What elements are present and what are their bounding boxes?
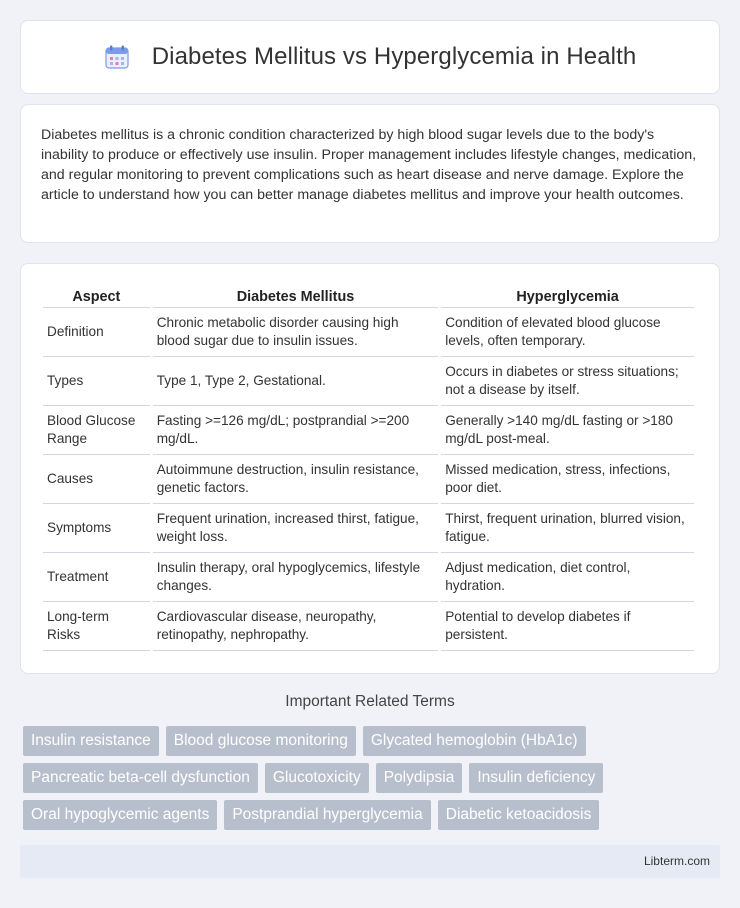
header-card — [20, 20, 720, 94]
calendar-icon — [104, 44, 130, 70]
row-diabetes-value: Frequent urination, increased thirst, fatigue, weight loss. — [153, 504, 439, 553]
row-hyperglycemia-value: Thirst, frequent urination, blurred vision, fatigue. — [441, 504, 694, 553]
related-term-tag[interactable]: Polydipsia — [376, 763, 463, 793]
header-diabetes-mellitus: Diabetes Mellitus — [153, 282, 439, 308]
footer-brand-link[interactable]: Libterm.com — [643, 854, 710, 868]
comparison-table — [40, 282, 697, 651]
table-row — [43, 455, 694, 504]
row-aspect: Long-term Risks — [43, 602, 150, 651]
table-row — [43, 406, 694, 455]
row-diabetes-value: Chronic metabolic disorder causing high blood sugar due to insulin issues. — [153, 308, 439, 357]
row-hyperglycemia-value: Condition of elevated blood glucose levels, often temporary. — [441, 308, 694, 357]
row-diabetes-value: Fasting >=126 mg/dL; postprandial >=200 mg/dL. — [153, 406, 439, 455]
row-diabetes-value: Type 1, Type 2, Gestational. — [153, 357, 439, 406]
row-hyperglycemia-value: Generally >140 mg/dL fasting or >180 mg/dL post-meal. — [441, 406, 694, 455]
row-hyperglycemia-value: Occurs in diabetes or stress situations; not a disease by itself. — [441, 357, 694, 406]
intro-card — [20, 104, 720, 243]
row-diabetes-value: Insulin therapy, oral hypoglycemics, lifestyle changes. — [153, 553, 439, 602]
related-terms-list — [23, 726, 723, 830]
intro-paragraph: Diabetes mellitus is a chronic condition characterized by high blood sugar levels due to the body's inability to produce or effectively use insulin. Proper management includes lifestyle changes, medication, and regular monitoring to prevent complications such as heart disease and nerve damage. Explore the article to understand how you can better manage diabetes mellitus and improve your health outcomes. — [41, 127, 697, 203]
table-row — [43, 553, 694, 602]
row-aspect: Types — [43, 357, 150, 406]
table-row — [43, 357, 694, 406]
related-term-tag[interactable]: Postprandial hyperglycemia — [224, 800, 430, 830]
row-aspect: Blood Glucose Range — [43, 406, 150, 455]
related-term-tag[interactable]: Diabetic ketoacidosis — [438, 800, 600, 830]
related-term-tag[interactable]: Glucotoxicity — [265, 763, 369, 793]
footer — [20, 845, 720, 878]
related-term-tag[interactable]: Pancreatic beta-cell dysfunction — [23, 763, 258, 793]
related-term-tag[interactable]: Insulin deficiency — [469, 763, 603, 793]
table-row — [43, 308, 694, 357]
table-row — [43, 504, 694, 553]
header-hyperglycemia: Hyperglycemia — [441, 282, 694, 308]
row-hyperglycemia-value: Potential to develop diabetes if persistent. — [441, 602, 694, 651]
table-header-row — [43, 282, 694, 308]
related-term-tag[interactable]: Blood glucose monitoring — [166, 726, 356, 756]
related-terms-title: Important Related Terms — [285, 693, 455, 710]
comparison-table-card — [20, 263, 720, 674]
table-row — [43, 602, 694, 651]
related-term-tag[interactable]: Oral hypoglycemic agents — [23, 800, 217, 830]
related-term-tag[interactable]: Insulin resistance — [23, 726, 159, 756]
row-hyperglycemia-value: Adjust medication, diet control, hydration. — [441, 553, 694, 602]
row-aspect: Treatment — [43, 553, 150, 602]
row-diabetes-value: Cardiovascular disease, neuropathy, retinopathy, nephropathy. — [153, 602, 439, 651]
row-aspect: Symptoms — [43, 504, 150, 553]
page-title: Diabetes Mellitus vs Hyperglycemia in Health — [151, 43, 637, 70]
row-aspect: Definition — [43, 308, 150, 357]
row-aspect: Causes — [43, 455, 150, 504]
row-diabetes-value: Autoimmune destruction, insulin resistance, genetic factors. — [153, 455, 439, 504]
related-term-tag[interactable]: Glycated hemoglobin (HbA1c) — [363, 726, 586, 756]
row-hyperglycemia-value: Missed medication, stress, infections, poor diet. — [441, 455, 694, 504]
header-aspect: Aspect — [43, 282, 150, 308]
